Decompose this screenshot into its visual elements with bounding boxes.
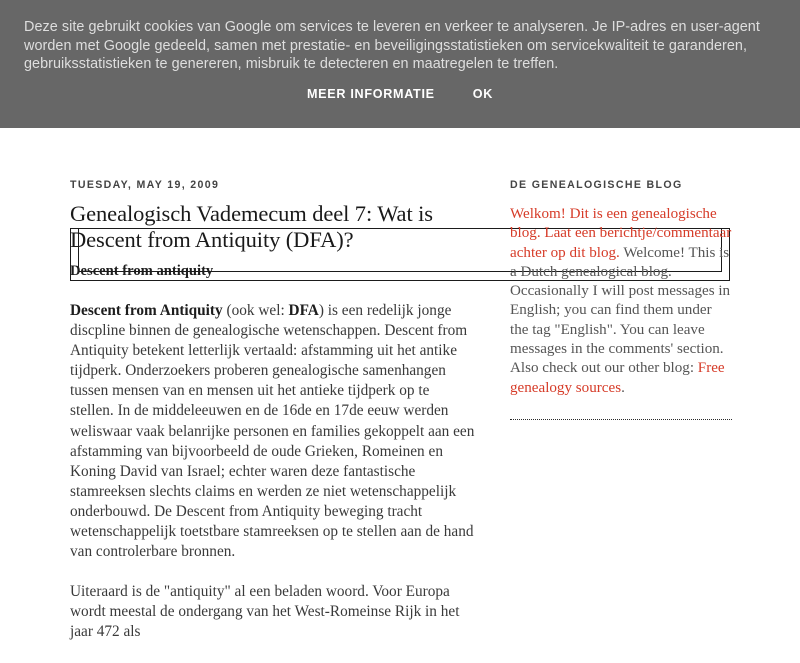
sidebar-other-blog-prefix: Also check out our other blog: <box>510 360 698 377</box>
post-column <box>70 179 475 663</box>
cookie-consent-banner <box>0 0 800 128</box>
sidebar-welcome-english: Welcome! This is a Dutch genealogical blog. Occasionally I will post messages in English; you can find them under the tag "English". You can leave messages in the comments' section. <box>510 244 731 358</box>
post-paragraph-1-mid: (ook wel: <box>222 302 289 319</box>
more-information-button[interactable]: MEER INFORMATIE <box>306 86 435 101</box>
sidebar-widget-body <box>510 205 732 398</box>
cookie-consent-actions <box>24 85 776 103</box>
post-term-dfa-full: Descent from Antiquity <box>70 302 223 319</box>
page-body <box>0 128 800 641</box>
post-subtitle: Descent from antiquity <box>70 263 214 279</box>
sidebar-widget-title: DE GENEALOGISCHE BLOG <box>510 179 683 191</box>
post-paragraph-2: Uiteraard is de "antiquity" al een beladen woord. Voor Europa wordt meestal de ondergang van het West-Romeinse Rijk in het jaar 472 als <box>70 583 460 641</box>
post-paragraph-1-rest: ) is een redelijk jonge discpline binnen de genealogische wetenschappen. Descent from Antiquity betekent letterlijk vertaald: afstamming uit het antike tijdperk. Onderzoekers proberen genealogische samenhangen tussen mensen van en mensen uit het antieke tijdperk op te stellen. In de middeleeuwen en de 16de en 17de eeuw werden weliswaar vaak belanrijke personen en families gekoppelt aan een afstamming van bijvoorbeeld de oude Grieken, Romeinen en Koning David van Israel; echter waren deze fantastische stamreeksen slechts claims en werden ze niet wetenschappelijk onderbouwd. De Descent from Antiquity beweging tracht wetenschappelijk toetstbare stamreeksen op te stellen aan de hand van controlerbare bronnen. <box>70 302 475 561</box>
sidebar-divider <box>510 419 732 420</box>
sidebar-welcome-dutch: Welkom! Dit is een genealogische blog. Laat een berichtje/commentaar achter op dit blog. <box>510 206 732 261</box>
sidebar-other-blog-suffix: . <box>621 379 625 396</box>
free-genealogy-sources-link[interactable]: Free genealogy sources <box>510 360 725 396</box>
ok-button[interactable]: OK <box>472 86 494 101</box>
cookie-consent-message: Deze site gebruikt cookies van Google om services te leveren en verkeer te analyseren. Je IP-adres en user-agent worden met Google gedeeld, samen met prestatie- en beveiligingsstatistieken om servicekwaliteit te garanderen, gebruiksstatistieken te genereren, misbruik te detecteren en maatregelen te treffen. <box>24 19 760 72</box>
post-paragraph-1 <box>70 301 475 562</box>
post-date: TUESDAY, MAY 19, 2009 <box>70 179 220 191</box>
post-term-dfa-abbr: DFA <box>288 302 319 319</box>
post-title[interactable]: Genealogisch Vademecum deel 7: Wat is Descent from Antiquity (DFA)? <box>70 201 433 252</box>
sidebar <box>510 179 732 420</box>
